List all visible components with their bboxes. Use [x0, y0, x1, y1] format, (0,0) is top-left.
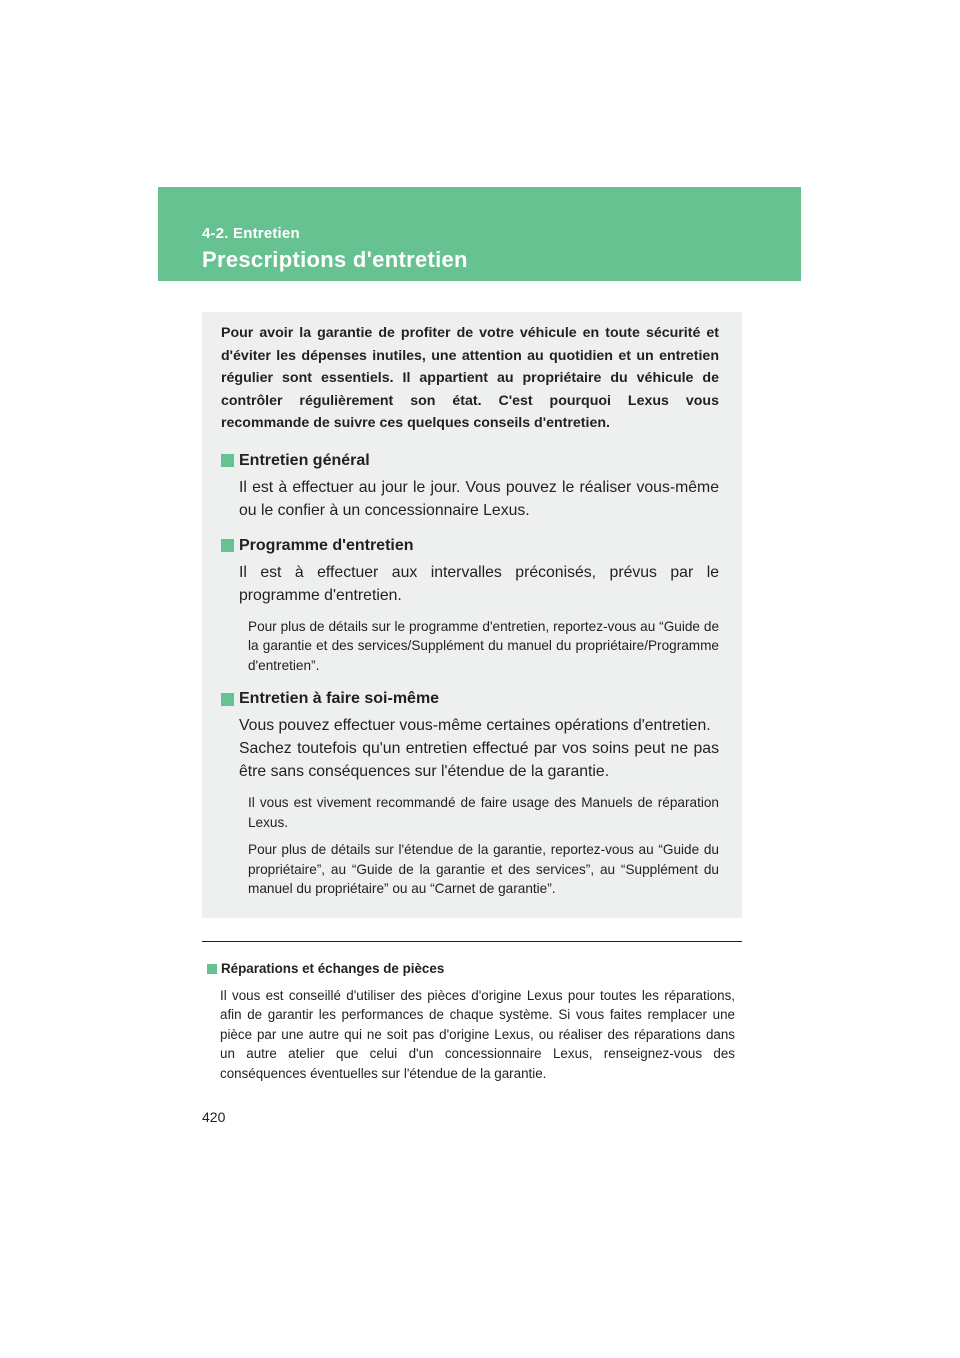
section-body-2: Sachez toutefois qu'un entretien effectué par vos soins peut ne pas être sans conséquences sur l'étendue de la garantie.	[239, 740, 719, 781]
section-note: Pour plus de détails sur l'étendue de la garantie, reportez-vous au “Guide du propriétaire”, au “Guide de la garantie et des services”, au “Supplément du manuel du propriétaire” ou au “Carnet de garantie”.	[248, 842, 719, 897]
content-box	[202, 312, 742, 918]
section-body: Il est à effectuer aux intervalles préconisés, prévus par le programme d'entretien.	[239, 563, 719, 604]
section-label: 4-2. Entretien	[202, 225, 300, 242]
page-title: Prescriptions d'entretien	[202, 247, 468, 272]
page-number: 420	[202, 1109, 226, 1125]
section-heading-diy	[221, 687, 719, 711]
section-heading-programme	[221, 534, 719, 558]
section-note: Pour plus de détails sur le programme d'entretien, reportez-vous au “Guide de la garantie et des services/Supplément du manuel du propriétaire/Programme d'entretien”.	[248, 618, 719, 673]
square-icon	[221, 454, 234, 467]
square-icon	[221, 539, 234, 552]
square-icon	[221, 693, 234, 706]
footer-note-heading-label: Réparations et échanges de pièces	[221, 961, 445, 976]
section-heading-label: Entretien général	[239, 451, 370, 469]
section-body: Vous pouvez effectuer vous-même certaines opérations d'entretien.	[239, 717, 711, 735]
section-heading-label: Entretien à faire soi-même	[239, 690, 440, 708]
section-note: Il vous est vivement recommandé de faire usage des Manuels de réparation Lexus.	[248, 795, 719, 830]
divider	[202, 941, 742, 942]
intro-paragraph: Pour avoir la garantie de profiter de votre véhicule en toute sécurité et d'éviter les dépenses inutiles, une attention au quotidien et un entretien régulier sont essentiels. Il appartient au propriétaire du véhicule de contrôler régulièrement son état. C'est pourquoi Lexus vous recommande de suivre ces quelques conseils d'entretien.	[221, 325, 719, 432]
footer-note-heading	[207, 961, 444, 976]
section-heading-label: Programme d'entretien	[239, 536, 414, 554]
section-body: Il est à effectuer au jour le jour. Vous pouvez le réaliser vous-même ou le confier à un concessionnaire Lexus.	[239, 478, 719, 519]
footer-note-body: Il vous est conseillé d'utiliser des pièces d'origine Lexus pour toutes les réparations, afin de garantir les performances de chaque système. Si vous faites remplacer une pièce par une autre qui ne soit pas d'origine Lexus, ou réaliser des réparations dans un autre atelier que celui d'un concessionnaire Lexus, renseignez-vous des conséquences éventuelles sur l'étendue de la garantie.	[220, 988, 735, 1081]
section-heading-general	[221, 449, 719, 473]
square-icon	[207, 964, 217, 974]
